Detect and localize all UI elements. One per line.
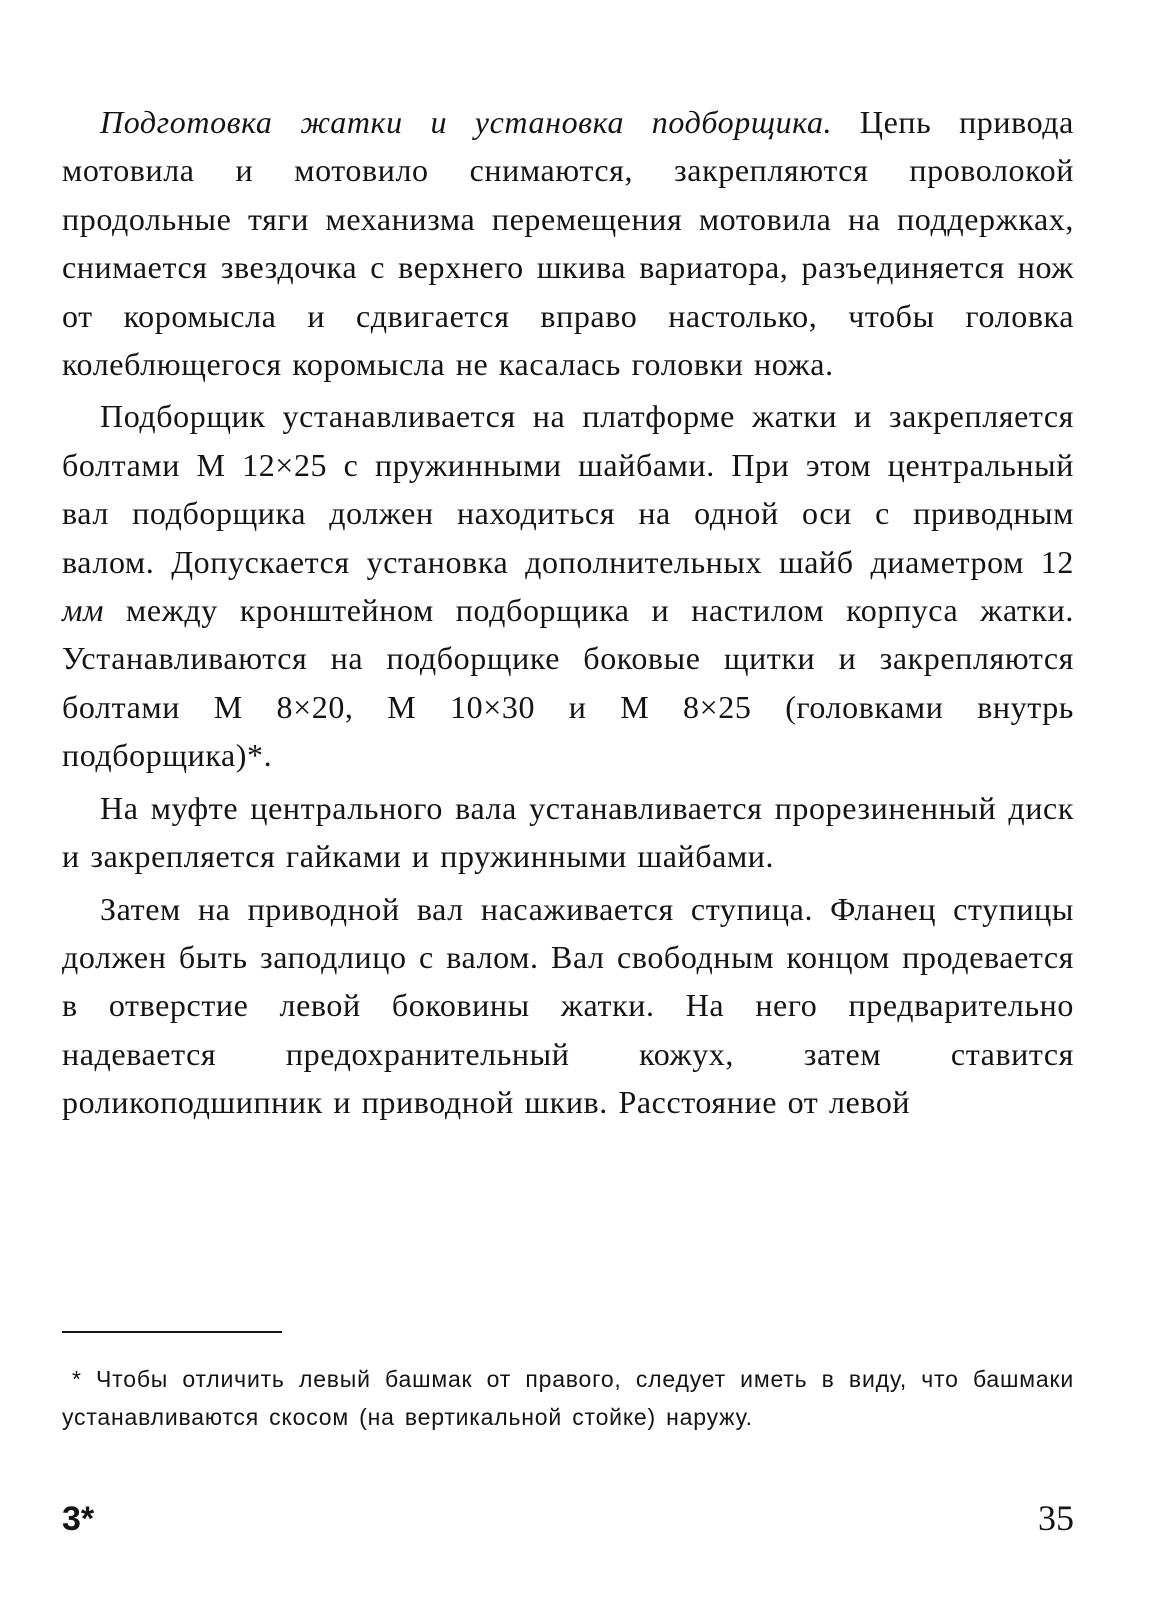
paragraph-4: Затем на приводной вал насаживается ступица. Фланец ступицы должен быть заподлицо с валом. Вал свободным концом продевается в отверстие левой боковины жатки. На него предварительно надевается предохранительный кожух, затем ставится роликоподшипник и приводной шкив. Расстояние от левой bbox=[62, 890, 1074, 1121]
paragraph-3: На муфте центрального вала устанавливается прорезиненный диск и закрепляется гайками и пружинными шайбами. bbox=[62, 789, 1074, 875]
paragraph-1-text: Цепь привода мотовила и мотовило снимаются, закрепляются проволокой продольные тяги механизма перемещения мотовила на поддержках, снимается звездочка с верхнего шкива вариатора, разъединяется нож от коромысла и сдвигается вправо настолько, чтобы головка колеблющегося коромысла не касалась головки ножа. bbox=[62, 104, 1074, 383]
footnote-divider bbox=[62, 1331, 282, 1333]
paragraph-2-text-a: Подборщик устанавливается на платформе жатки и закрепляется болтами М 12×25 с пружинными шайбами. При этом центральный вал подборщика должен находиться на одной оси с приводным валом. Допускается установка дополнительных шайб диаметром 12 bbox=[62, 398, 1074, 580]
section-heading: Подготовка жатки и установка подборщика. bbox=[100, 104, 833, 140]
page-number: 35 bbox=[1038, 1498, 1074, 1538]
footnote: * Чтобы отличить левый башмак от правого, следует иметь в виду, что башмаки устанавливаются скосом (на вертикальной стойке) наружу. bbox=[62, 1366, 1074, 1430]
paragraph-2-text-b: между кронштейном подборщика и настилом корпуса жатки. Устанавливаются на подборщике боковые щитки и закрепляются болтами М 8×20, М 10×30 и М 8×25 (головками внутрь подборщика)*. bbox=[62, 592, 1074, 774]
unit-mm: мм bbox=[62, 592, 105, 629]
page-body bbox=[62, 98, 1074, 1131]
paragraph-2 bbox=[62, 392, 1074, 779]
paragraph-1 bbox=[62, 98, 1074, 388]
signature-mark: 3* bbox=[62, 1500, 95, 1538]
